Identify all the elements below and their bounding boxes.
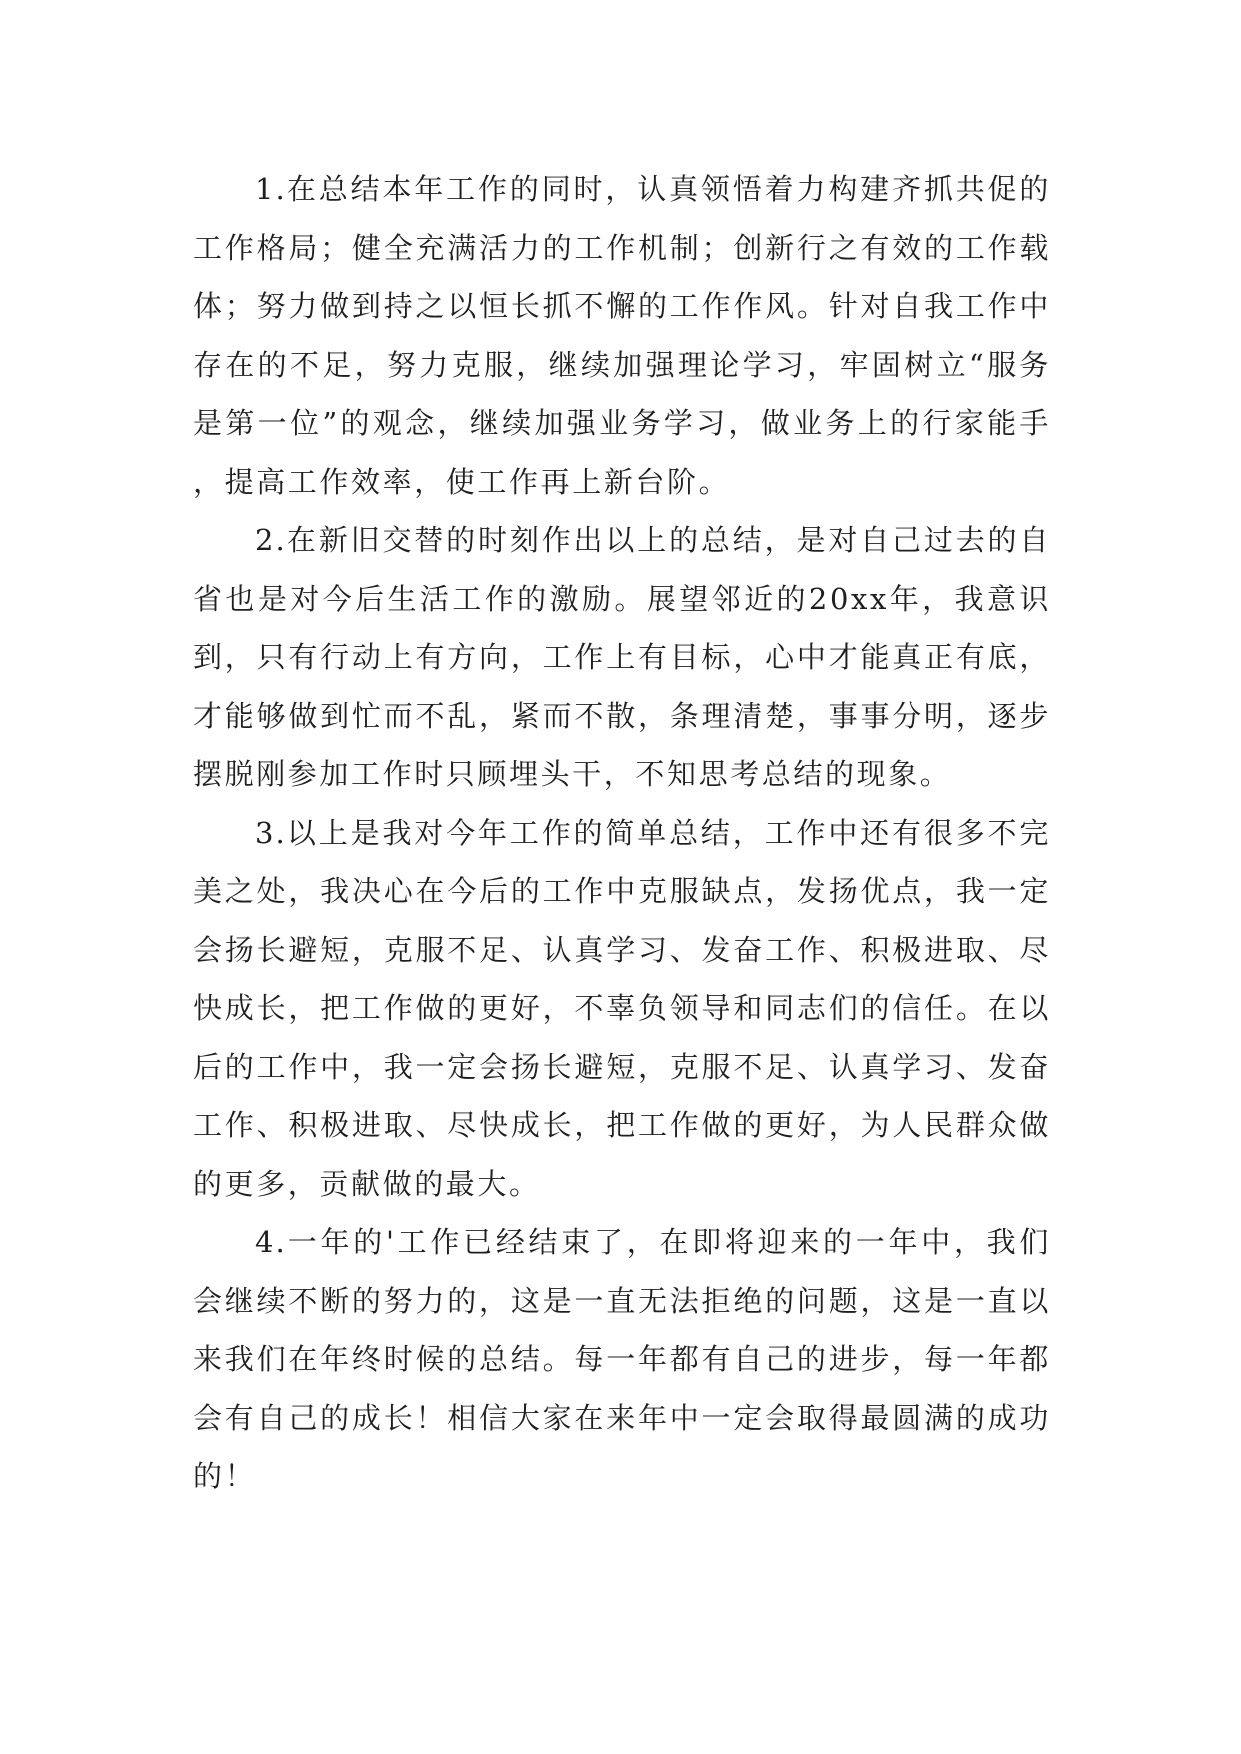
paragraph-text: 在新旧交替的时刻作出以上的总结，是对自己过去的自省也是对今后生活工作的激励。展望邻近的20xx年，我意识到，只有行动上有方向，工作上有目标，心中才能真正有底，才能够做到忙而不乱，紧而不散，条理清楚，事事分明，逐步摆脱刚参加工作时只顾埋头干，不知思考总结的现象。 [193,523,1051,791]
document-body [193,160,1051,1506]
paragraph-number: 1. [255,172,287,206]
paragraph-4 [193,1213,1051,1506]
paragraph-number: 3. [255,815,287,850]
paragraph-number: 2. [255,523,287,557]
paragraph-number: 4. [255,1225,287,1259]
paragraph-text: 在总结本年工作的同时，认真领悟着力构建齐抓共促的工作格局；健全充满活力的工作机制；创新行之有效的工作载体；努力做到持之以恒长抓不懈的工作作风。针对自我工作中存在的不足，努力克服，继续加强理论学习，牢固树立“服务是第一位”的观念，继续加强业务学习，做业务上的行家能手，提高工作效率，使工作再上新台阶。 [193,172,1051,499]
paragraph-1 [193,160,1051,511]
paragraph-text: 以上是我对今年工作的简单总结，工作中还有很多不完美之处，我决心在今后的工作中克服缺点，发扬优点，我一定会扬长避短，克服不足、认真学习、发奋工作、积极进取、尽快成长，把工作做的更好，不辜负领导和同志们的信任。在以后的工作中，我一定会扬长避短，克服不足、认真学习、发奋工作、积极进取、尽快成长，把工作做的更好，为人民群众做的更多，贡献做的最大。 [193,815,1051,1201]
paragraph-3 [193,804,1051,1214]
paragraph-text: 一年的'工作已经结束了，在即将迎来的一年中，我们会继续不断的努力的，这是一直无法拒绝的问题，这是一直以来我们在年终时候的总结。每一年都有自己的进步，每一年都会有自己的成长！相信大家在来年中一定会取得最圆满的成功的！ [193,1225,1051,1493]
paragraph-2 [193,511,1051,804]
